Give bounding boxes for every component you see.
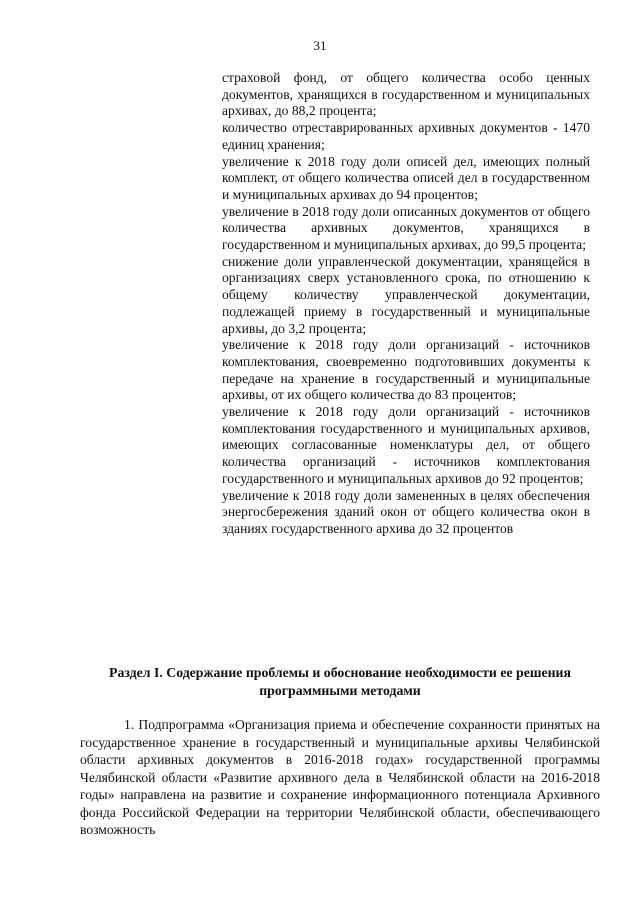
body-paragraph: 1. Подпрограмма «Организация приема и обеспечение сохранности принятых на государственное хранение в государственный и муниципальные архивы Челябинской области архивных документов в 2016-2018 годах» государственной программы Челябинской области «Развитие архивного дела в Челябинской области на 2016-2018 годы» направлена на развитие и сохранение информационного потенциала Архивного фонда Российской Федерации на территории Челябинской области, обеспечивающего возможность	[80, 717, 600, 837]
list-item: увеличение к 2018 году доли организаций - источников комплектования, своевременно подготовивших документы к передаче на хранение в государственный и муниципальные архивы, от их общего количества до 83 процентов;	[222, 337, 590, 403]
section-heading: Раздел I. Содержание проблемы и обоснование необходимости ее решения программными методами	[109, 665, 571, 698]
target-indicators-list	[222, 70, 590, 538]
list-item: увеличение к 2018 году доли организаций - источников комплектования государственного и муниципальных архивов, имеющих согласованные номенклатуры дел, от общего количества организаций - источников комплектования государственного и муниципальных архивов до 92 процентов;	[222, 404, 590, 486]
list-item: снижение доли управленческой документации, хранящейся в организациях сверх установленного срока, по отношению к общему количеству управленческой документации, подлежащей приему в государственный и муниципальные архивы, до 3,2 процента;	[222, 253, 590, 336]
list-item: количество отреставрированных архивных документов - 1470 единиц хранения;	[222, 120, 590, 152]
list-item: увеличение к 2018 году доли описей дел, имеющих полный комплект, от общего количества описей дел в государственном и муниципальных архивах до 94 процентов;	[222, 153, 590, 202]
list-item: увеличение к 2018 году доли замененных в целях обеспечения энергосбережения зданий окон от общего количества окон в зданиях государственного архива до 32 процентов	[222, 487, 590, 536]
page-number: 31	[313, 38, 327, 53]
list-item: страховой фонд, от общего количества особо ценных документов, хранящихся в государственном и муниципальных архивах, до 88,2 процента;	[222, 70, 590, 119]
list-item: увеличение в 2018 году доли описанных документов от общего количества архивных документов, хранящихся в государственном и муниципальных архивах, до 99,5 процента;	[222, 203, 590, 253]
